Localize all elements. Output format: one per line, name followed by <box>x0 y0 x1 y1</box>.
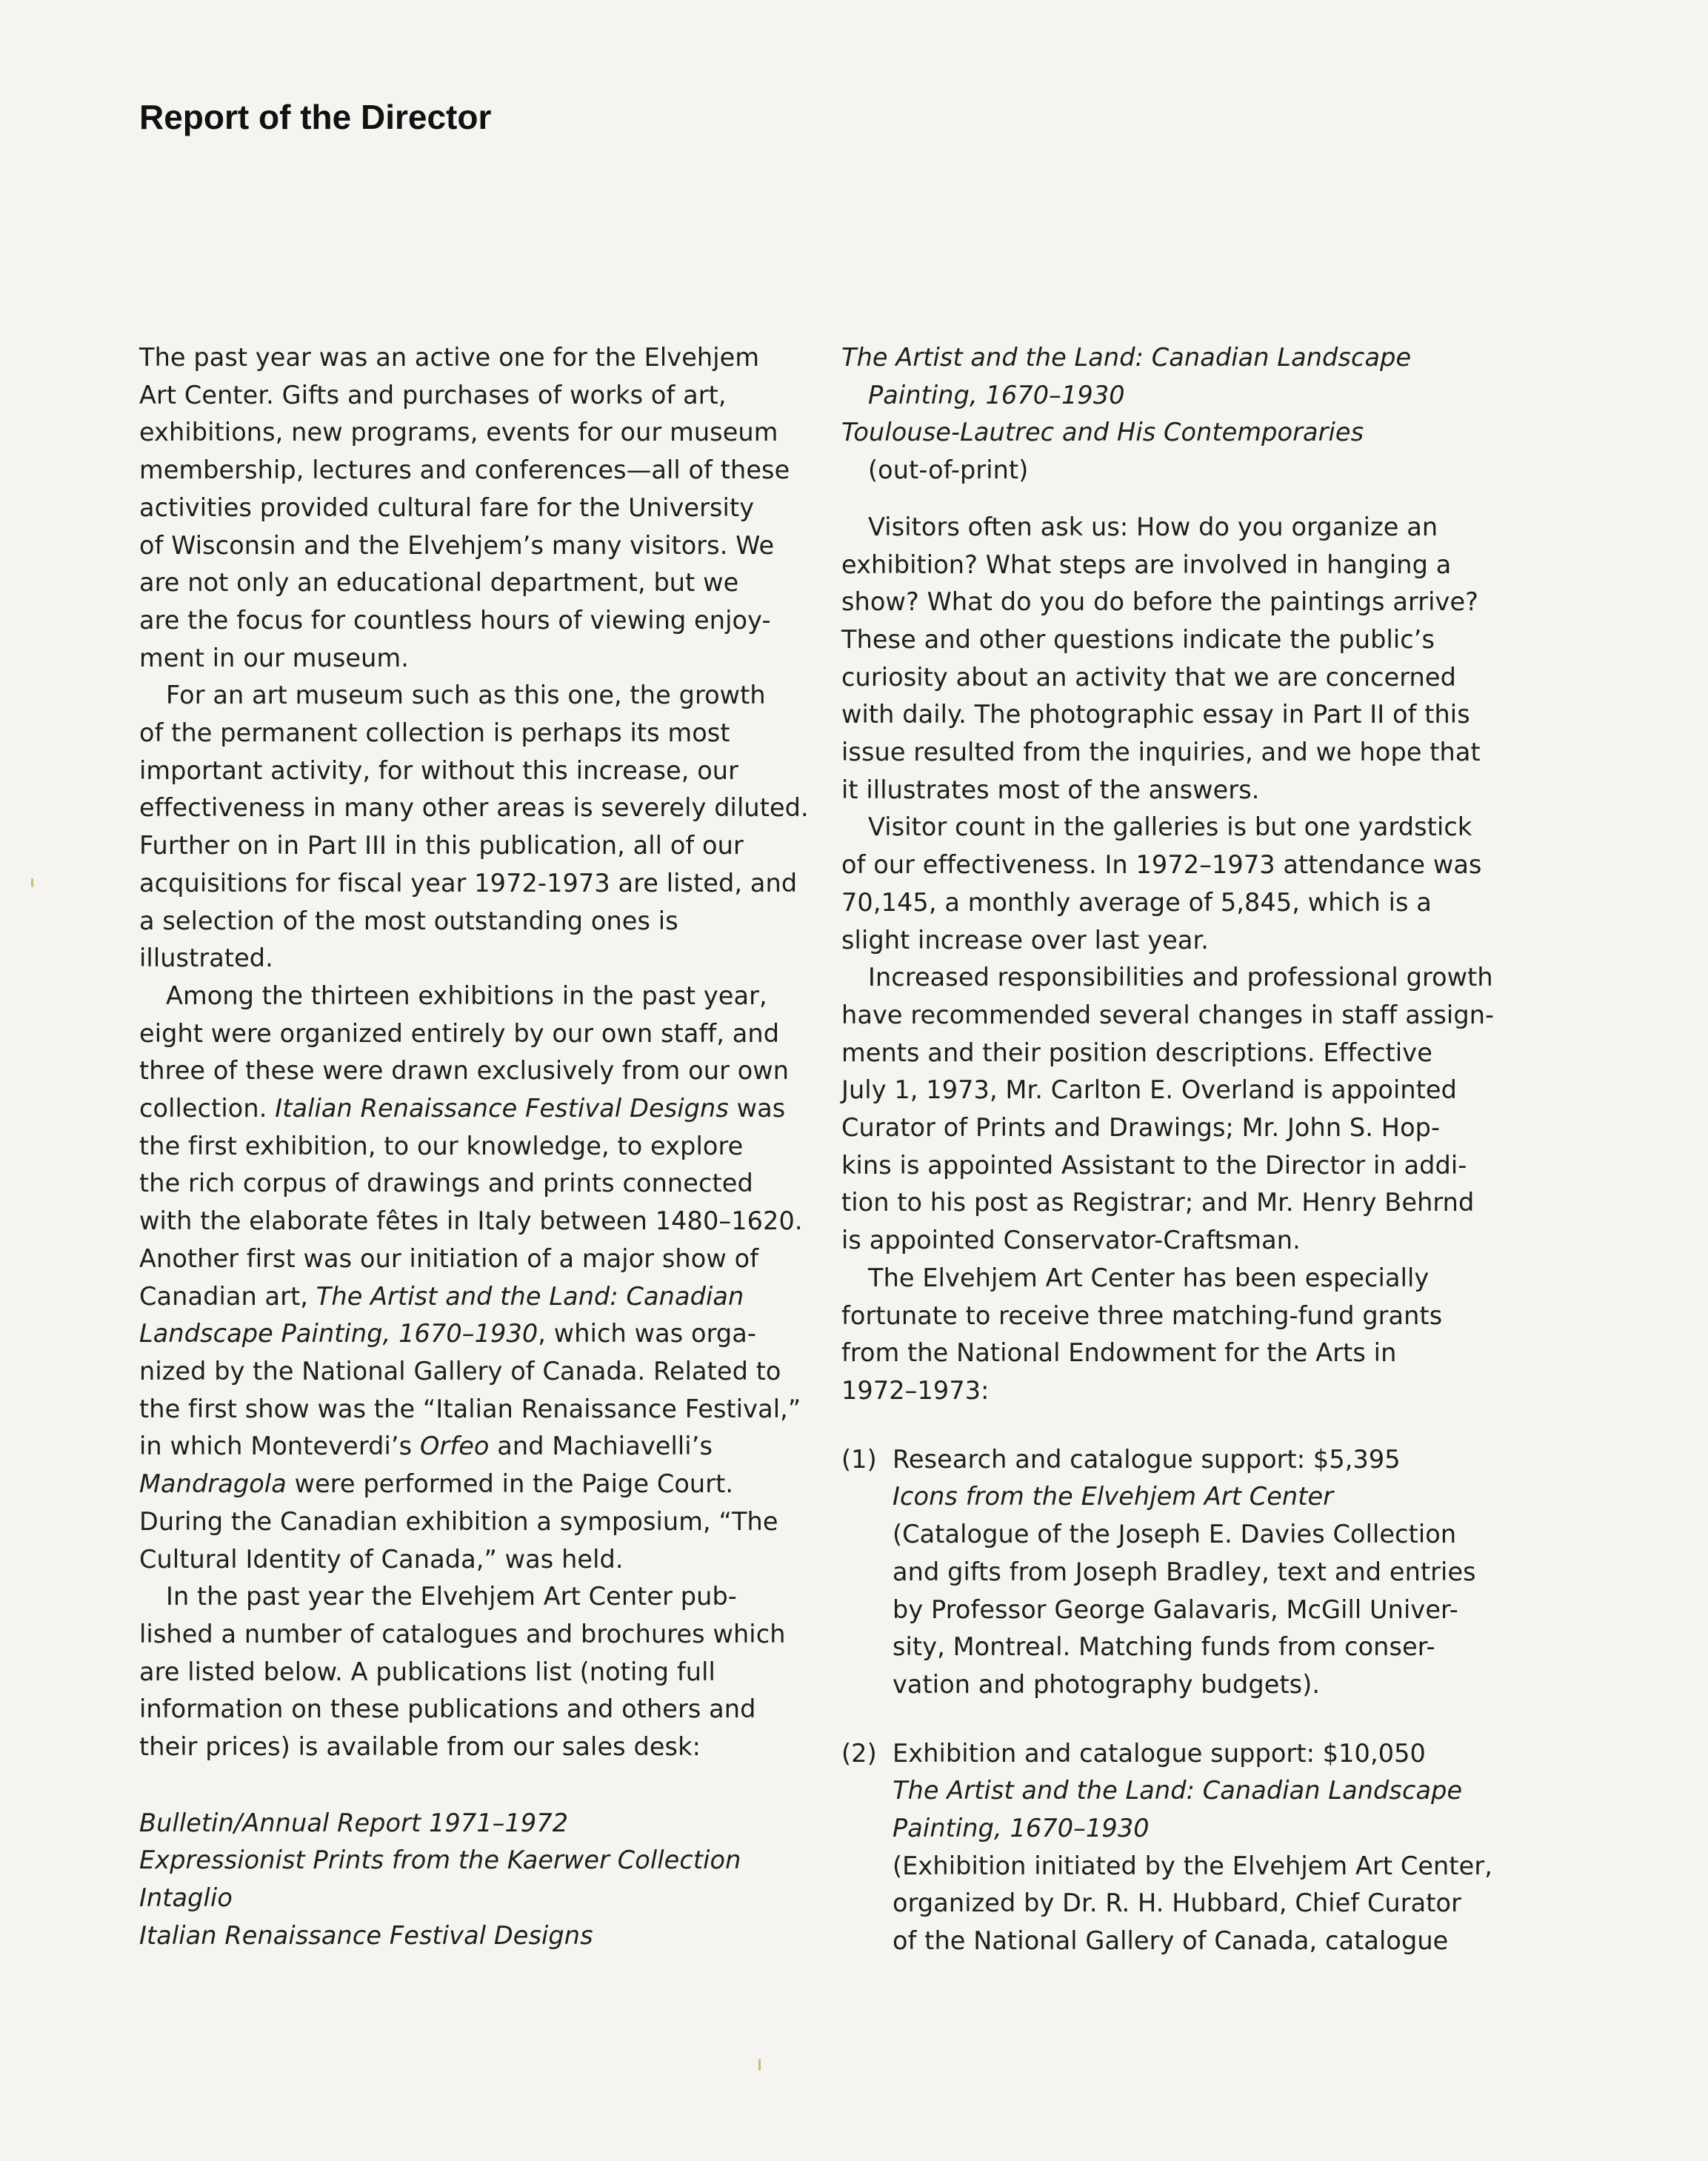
text-line: the first show was the “Italian Renaissance Festival,” <box>139 1394 801 1423</box>
spacer <box>841 1704 1508 1735</box>
text-line: 1972–1973: <box>841 1375 990 1405</box>
paragraph-staff <box>841 959 1508 1260</box>
work-title: Orfeo <box>419 1432 490 1461</box>
text-line: from the National Endowment for the Arts in <box>841 1338 1397 1368</box>
text-run: in which Monteverdi’s <box>139 1432 420 1461</box>
text-line: tion to his post as Registrar; and Mr. Henry Behrnd <box>841 1188 1475 1218</box>
text-line: are the focus for countless hours of viewing enjoy- <box>139 605 771 635</box>
text-line: Visitor count in the galleries is but one yardstick <box>868 812 1472 842</box>
text-line: ments and their position descriptions. Effective <box>841 1038 1432 1067</box>
text-line: and gifts from Joseph Bradley, text and entries <box>893 1557 1476 1586</box>
grant-body <box>841 1735 1508 1960</box>
text-run: was <box>728 1094 786 1123</box>
text-line: membership, lectures and conferences—all of these <box>139 455 790 485</box>
text-line: a selection of the most outstanding ones is <box>139 906 678 935</box>
text-line: of our effectiveness. In 1972–1973 attendance was <box>841 850 1482 880</box>
text-line: Art Center. Gifts and purchases of works of art, <box>139 380 727 410</box>
text-line: Further on in Part III in this publication, all of our <box>139 831 744 861</box>
text-line: illustrated. <box>139 943 273 973</box>
paragraph-intro <box>139 339 806 677</box>
grant-heading: Research and catalogue support: $5,395 <box>893 1444 1401 1474</box>
text-line: with daily. The photographic essay in Part II of this <box>841 700 1470 729</box>
publication-item: Bulletin/Annual Report 1971–1972 <box>139 1808 569 1837</box>
text-line <box>139 1278 806 1316</box>
spacer <box>841 490 1508 509</box>
paragraph-publications <box>139 1578 806 1766</box>
text-line: are not only an educational department, but we <box>139 568 739 598</box>
paragraph-visitors-ask <box>841 509 1508 809</box>
text-line: issue resulted from the inquiries, and we hope that <box>841 738 1481 767</box>
grant-heading: Exhibition and catalogue support: $10,050 <box>893 1738 1426 1768</box>
grant-title: Icons from the Elvehjem Art Center <box>893 1482 1334 1512</box>
publications-list-continued <box>841 339 1508 490</box>
text-run: Canadian art, <box>139 1281 316 1311</box>
text-line: Among the thirteen exhibitions in the past year, <box>166 981 767 1010</box>
text-line: curiosity about an activity that we are concerned <box>841 662 1456 692</box>
text-line: Visitors often ask us: How do you organize an <box>868 512 1438 541</box>
text-line: their prices) is available from our sales desk: <box>139 1732 701 1762</box>
text-line: sity, Montreal. Matching funds from conser- <box>893 1632 1435 1662</box>
right-column <box>841 339 1508 1960</box>
grant-item-1 <box>841 1441 1508 1704</box>
grant-body <box>841 1441 1508 1704</box>
list-number: (2) <box>841 1738 877 1768</box>
text-line: In the past year the Elvehjem Art Center pub- <box>166 1582 737 1611</box>
publication-item: Expressionist Prints from the Kaerwer Collection <box>139 1846 741 1875</box>
text-line: exhibition? What steps are involved in hanging a <box>841 550 1452 579</box>
text-line: Curator of Prints and Drawings; Mr. John S. Hop- <box>841 1113 1441 1143</box>
left-column <box>139 339 809 1955</box>
text-line: have recommended several changes in staff assign- <box>841 1000 1495 1029</box>
text-line: activities provided cultural fare for the University <box>139 492 755 522</box>
exhibition-title: Landscape Painting, 1670–1930 <box>139 1319 538 1349</box>
text-line: nized by the National Gallery of Canada. Related to <box>139 1356 781 1386</box>
text-line: fortunate to receive three matching-fund grants <box>841 1300 1443 1330</box>
text-line: (Catalogue of the Joseph E. Davies Collection <box>893 1520 1457 1549</box>
text-line: exhibitions, new programs, events for our museum <box>139 418 778 447</box>
text-line: it illustrates most of the answers. <box>841 775 1260 804</box>
page-title: Report of the Director <box>139 98 492 136</box>
text-line: lished a number of catalogues and brochures which <box>139 1619 786 1649</box>
text-line: vation and photography budgets). <box>893 1669 1321 1699</box>
text-line: During the Canadian exhibition a symposium, “The <box>139 1506 778 1536</box>
text-line: eight were organized entirely by our own staff, and <box>139 1018 780 1048</box>
text-line: is appointed Conservator-Craftsman. <box>841 1226 1301 1255</box>
text-line: of the permanent collection is perhaps its most <box>139 718 730 748</box>
text-line: The past year was an active one for the Elvehjem <box>139 343 760 372</box>
text-line: the rich corpus of drawings and prints connected <box>139 1169 753 1198</box>
text-line: of the National Gallery of Canada, catalogue <box>893 1926 1449 1956</box>
spacer <box>139 1766 806 1805</box>
grant-item-2 <box>841 1735 1508 1960</box>
publication-item-continued: Painting, 1670–1930 <box>868 380 1125 410</box>
text-line: acquisitions for fiscal year 1972-1973 are listed, and <box>139 868 798 898</box>
exhibition-title: Italian Renaissance Festival Designs <box>275 1094 729 1123</box>
text-line: 70,145, a monthly average of 5,845, which is a <box>841 887 1432 917</box>
text-line: three of these were drawn exclusively from our own <box>139 1056 790 1086</box>
text-line: organized by Dr. R. H. Hubbard, Chief Curator <box>893 1888 1461 1918</box>
text-line: of Wisconsin and the Elvehjem’s many visitors. We <box>139 530 775 560</box>
text-line: with the elaborate fêtes in Italy between 1480–1620. <box>139 1206 803 1236</box>
text-run: and Machiavelli’s <box>489 1432 713 1461</box>
text-line: For an art museum such as this one, the growth <box>166 681 766 710</box>
text-line: slight increase over last year. <box>841 925 1210 955</box>
grant-title: Painting, 1670–1930 <box>893 1814 1150 1843</box>
grant-title: The Artist and the Land: Canadian Landscape <box>893 1776 1463 1806</box>
text-line: The Elvehjem Art Center has been especially <box>868 1263 1430 1292</box>
text-line: show? What do you do before the paintings arrive? <box>841 587 1479 617</box>
publication-item: Toulouse-Lautrec and His Contemporaries <box>841 418 1364 447</box>
spacer <box>841 1410 1508 1441</box>
paragraph-visitor-count <box>841 809 1508 959</box>
paragraph-collection <box>139 677 809 978</box>
paper-speck <box>31 878 33 887</box>
text-line <box>139 1315 806 1353</box>
text-line: information on these publications and others and <box>139 1694 756 1724</box>
list-number: (1) <box>841 1444 877 1474</box>
text-line <box>139 1428 806 1466</box>
text-line: the first exhibition, to our knowledge, to explore <box>139 1131 744 1160</box>
publication-item: Italian Renaissance Festival Designs <box>139 1920 593 1950</box>
publication-item: The Artist and the Land: Canadian Landscape <box>841 343 1412 372</box>
paper-speck <box>758 2059 761 2071</box>
text-line: Cultural Identity of Canada,” was held. <box>139 1544 624 1574</box>
text-run: collection. <box>139 1094 276 1123</box>
text-line: These and other questions indicate the public’s <box>841 624 1435 654</box>
text-line: ment in our museum. <box>139 643 409 672</box>
exhibition-title: The Artist and the Land: Canadian <box>316 1281 744 1311</box>
text-line: (Exhibition initiated by the Elvehjem Art Center, <box>893 1851 1492 1880</box>
text-line: kins is appointed Assistant to the Director in addi- <box>841 1150 1467 1180</box>
text-line: Increased responsibilities and professional growth <box>868 963 1493 992</box>
text-line: by Professor George Galavaris, McGill Univer- <box>893 1594 1458 1624</box>
paragraph-exhibitions <box>139 978 806 1578</box>
text-line: July 1, 1973, Mr. Carlton E. Overland is appointed <box>841 1075 1458 1105</box>
text-run: were performed in the Paige Court. <box>286 1469 734 1499</box>
text-line: important activity, for without this increase, our <box>139 755 738 785</box>
publication-item: Intaglio <box>139 1883 233 1913</box>
publication-note: (out-of-print) <box>868 455 1029 485</box>
text-line <box>139 1090 806 1128</box>
text-line: are listed below. A publications list (noting full <box>139 1657 715 1686</box>
paragraph-grants <box>841 1260 1508 1410</box>
publications-list <box>139 1805 806 1955</box>
text-line: effectiveness in many other areas is severely diluted. <box>139 793 809 823</box>
text-line <box>139 1466 806 1503</box>
text-line: Another first was our initiation of a major show of <box>139 1243 759 1273</box>
text-run: , which was orga- <box>538 1319 757 1349</box>
work-title: Mandragola <box>139 1469 287 1499</box>
